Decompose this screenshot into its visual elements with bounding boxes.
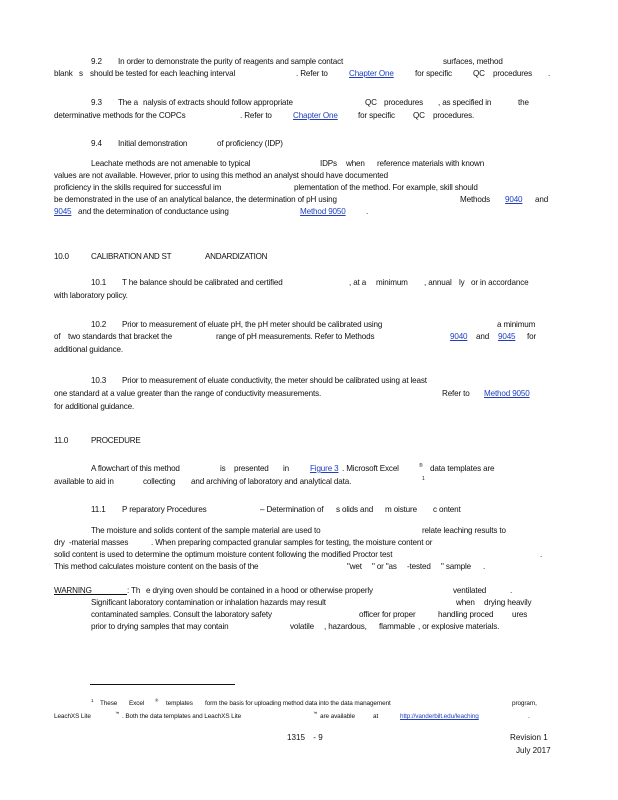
text: nalysis of extracts should follow appropriate bbox=[143, 98, 293, 107]
text: – Determination of bbox=[260, 505, 324, 514]
text: when bbox=[456, 598, 475, 607]
text: , hazardous, bbox=[324, 622, 367, 631]
text: proficiency in the skills required for successful im bbox=[54, 183, 222, 192]
text: values are not available. However, prior to using this method an analyst should have documented bbox=[54, 171, 388, 180]
method-9040-link[interactable]: 9040 bbox=[505, 195, 523, 204]
section-number: 10.1 bbox=[91, 278, 107, 287]
text: , at a bbox=[349, 278, 367, 287]
text: officer for proper bbox=[359, 610, 416, 619]
text: QC bbox=[473, 69, 485, 78]
text: with laboratory policy. bbox=[54, 291, 128, 300]
text: T he balance should be calibrated and certified bbox=[122, 278, 283, 287]
text: for bbox=[527, 332, 536, 341]
section-number: 10.2 bbox=[91, 320, 107, 329]
section-number: 9.4 bbox=[91, 139, 102, 148]
text: " or "as bbox=[372, 562, 397, 571]
chapter-one-link[interactable]: Chapter One bbox=[349, 69, 394, 78]
text: available to aid in bbox=[54, 477, 114, 486]
text: contaminated samples. Consult the laboratory safety bbox=[91, 610, 272, 619]
text: the bbox=[518, 98, 529, 107]
text: IDPs bbox=[320, 159, 337, 168]
text: . Both the data templates and LeachXS Lite bbox=[122, 713, 242, 720]
warning-underline bbox=[87, 586, 127, 595]
footnote-ref[interactable]: 1 bbox=[422, 476, 425, 482]
revision-label: Revision 1 bbox=[510, 733, 548, 742]
page-number-sub: - 9 bbox=[313, 733, 323, 742]
text: e drying oven should be contained in a hood or otherwise properly bbox=[146, 586, 373, 595]
text: ly bbox=[459, 278, 465, 287]
text: be demonstrated in the use of an analytical balance, the determination of pH using bbox=[54, 195, 337, 204]
text: . bbox=[528, 713, 530, 720]
heading-text: PROCEDURE bbox=[91, 436, 141, 445]
footnote-separator bbox=[90, 684, 235, 685]
text: : Th bbox=[127, 586, 141, 595]
text: LeachXS Lite bbox=[54, 713, 91, 720]
section-number: 11.1 bbox=[91, 505, 106, 514]
text: data templates are bbox=[430, 464, 495, 473]
leaching-url-link[interactable]: http://vanderbilt.edu/leaching bbox=[400, 713, 479, 720]
text: additional guidance. bbox=[54, 345, 124, 354]
method-9050-link[interactable]: Method 9050 bbox=[300, 207, 346, 216]
text: reference materials with known bbox=[377, 159, 485, 168]
text: . bbox=[510, 586, 513, 595]
text: when bbox=[346, 159, 365, 168]
text: . When preparing compacted granular samples for testing, the moisture content or bbox=[151, 538, 433, 547]
text: dry bbox=[54, 538, 65, 547]
section-number: 10.3 bbox=[91, 376, 107, 385]
text: in bbox=[283, 464, 289, 473]
text: two standards that bracket the bbox=[68, 332, 172, 341]
text: In order to demonstrate the purity of reagents and sample contact bbox=[118, 57, 344, 66]
footnote-number: 1 bbox=[91, 698, 94, 703]
text: , or explosive materials. bbox=[418, 622, 500, 631]
text: solid content is used to determine the optimum moisture content following the modified Proctor test bbox=[54, 550, 393, 559]
method-9050-link[interactable]: Method 9050 bbox=[484, 389, 530, 398]
section-number: 9.2 bbox=[91, 57, 102, 66]
text: , as specified in bbox=[438, 98, 492, 107]
text: procedures bbox=[384, 98, 423, 107]
text: . bbox=[366, 207, 369, 216]
text: procedures bbox=[493, 69, 532, 78]
section-number: 9.3 bbox=[91, 98, 102, 107]
text: . Microsoft Excel bbox=[342, 464, 399, 473]
text: minimum bbox=[376, 278, 408, 287]
text: -tested bbox=[407, 562, 431, 571]
text: for specific bbox=[358, 111, 395, 120]
trademark: ™ bbox=[313, 711, 318, 716]
text: Leachate methods are not amenable to typical bbox=[91, 159, 251, 168]
text: This method calculates moisture content on the basis of the bbox=[54, 562, 259, 571]
text: c ontent bbox=[433, 505, 461, 514]
text: Prior to measurement of eluate conductivity, the meter should be calibrated using at least bbox=[122, 376, 427, 385]
text: at bbox=[373, 713, 379, 720]
text: one standard at a value greater than the range of conductivity measurements. bbox=[54, 389, 322, 398]
text: procedures. bbox=[433, 111, 475, 120]
text: for additional guidance. bbox=[54, 402, 135, 411]
text: and bbox=[535, 195, 549, 204]
warning-label: WARNING bbox=[54, 586, 92, 595]
text: range of pH measurements. Refer to Methods bbox=[216, 332, 375, 341]
text: . bbox=[548, 69, 551, 78]
text: . bbox=[483, 562, 486, 571]
text: templates bbox=[166, 700, 193, 707]
heading-text: ANDARDIZATION bbox=[205, 252, 268, 261]
text: handling proced bbox=[438, 610, 494, 619]
text: program, bbox=[512, 700, 537, 707]
text: The a bbox=[118, 98, 138, 107]
text: surfaces, method bbox=[443, 57, 503, 66]
text: "wet bbox=[347, 562, 362, 571]
text: Refer to bbox=[442, 389, 470, 398]
text: . Refer to bbox=[240, 111, 272, 120]
text: s bbox=[79, 69, 83, 78]
text: prior to drying samples that may contain bbox=[91, 622, 229, 631]
text: drying heavily bbox=[484, 598, 532, 607]
page-number-main: 1315 bbox=[287, 733, 306, 742]
revision-date: July 2017 bbox=[516, 746, 551, 755]
text: " sample bbox=[441, 562, 472, 571]
text: QC bbox=[413, 111, 425, 120]
section-number: 10.0 bbox=[54, 252, 69, 261]
text: Excel bbox=[129, 700, 145, 707]
text: is bbox=[220, 464, 226, 473]
text: . bbox=[540, 550, 543, 559]
text: for specific bbox=[415, 69, 452, 78]
text: -material masses bbox=[69, 538, 129, 547]
text: or in accordance bbox=[471, 278, 529, 287]
text: The moisture and solids content of the sample material are used to bbox=[91, 526, 321, 535]
text: flammable bbox=[379, 622, 415, 631]
text: of bbox=[54, 332, 61, 341]
text: and the determination of conductance using bbox=[78, 207, 229, 216]
text: These bbox=[100, 700, 118, 707]
text: . Refer to bbox=[296, 69, 328, 78]
text: volatile bbox=[290, 622, 314, 631]
registered-mark: ® bbox=[155, 698, 159, 703]
method-9045-link[interactable]: 9045 bbox=[498, 332, 516, 341]
text: ures bbox=[512, 610, 528, 619]
text: and bbox=[476, 332, 490, 341]
text: determinative methods for the COPCs bbox=[54, 111, 186, 120]
text: , annual bbox=[424, 278, 452, 287]
text: relate leaching results to bbox=[422, 526, 506, 535]
figure-3-link[interactable]: Figure 3 bbox=[310, 464, 339, 473]
text: a minimum bbox=[497, 320, 536, 329]
text: P reparatory Procedures bbox=[122, 505, 207, 514]
text: Initial demonstration bbox=[118, 139, 188, 148]
text: Methods bbox=[460, 195, 490, 204]
text: QC bbox=[365, 98, 377, 107]
text: Prior to measurement of eluate pH, the pH meter should be calibrated using bbox=[122, 320, 383, 329]
text: blank bbox=[54, 69, 73, 78]
text: plementation of the method. For example, skill should bbox=[294, 183, 478, 192]
method-9040-link[interactable]: 9040 bbox=[450, 332, 468, 341]
trademark: ™ bbox=[115, 711, 120, 716]
text: should be tested for each leaching interval bbox=[90, 69, 236, 78]
page-number bbox=[287, 733, 323, 742]
text: A flowchart of this method bbox=[91, 464, 180, 473]
text: presented bbox=[234, 464, 269, 473]
text: collecting bbox=[143, 477, 176, 486]
method-9045-link[interactable]: 9045 bbox=[54, 207, 72, 216]
text: ventilated bbox=[453, 586, 487, 595]
text: form the basis for uploading method data into the data management bbox=[205, 700, 391, 707]
text: and archiving of laboratory and analytical data. bbox=[191, 477, 352, 486]
text: Significant laboratory contamination or inhalation hazards may result bbox=[91, 598, 326, 607]
text: m oisture bbox=[385, 505, 417, 514]
text: of proficiency (IDP) bbox=[217, 139, 283, 148]
section-number: 11.0 bbox=[54, 436, 69, 445]
heading-text: CALIBRATION AND ST bbox=[91, 252, 172, 261]
chapter-one-link[interactable]: Chapter One bbox=[293, 111, 338, 120]
text: are available bbox=[320, 713, 355, 720]
registered-mark: ® bbox=[419, 463, 423, 469]
text: s olids and bbox=[336, 505, 374, 514]
